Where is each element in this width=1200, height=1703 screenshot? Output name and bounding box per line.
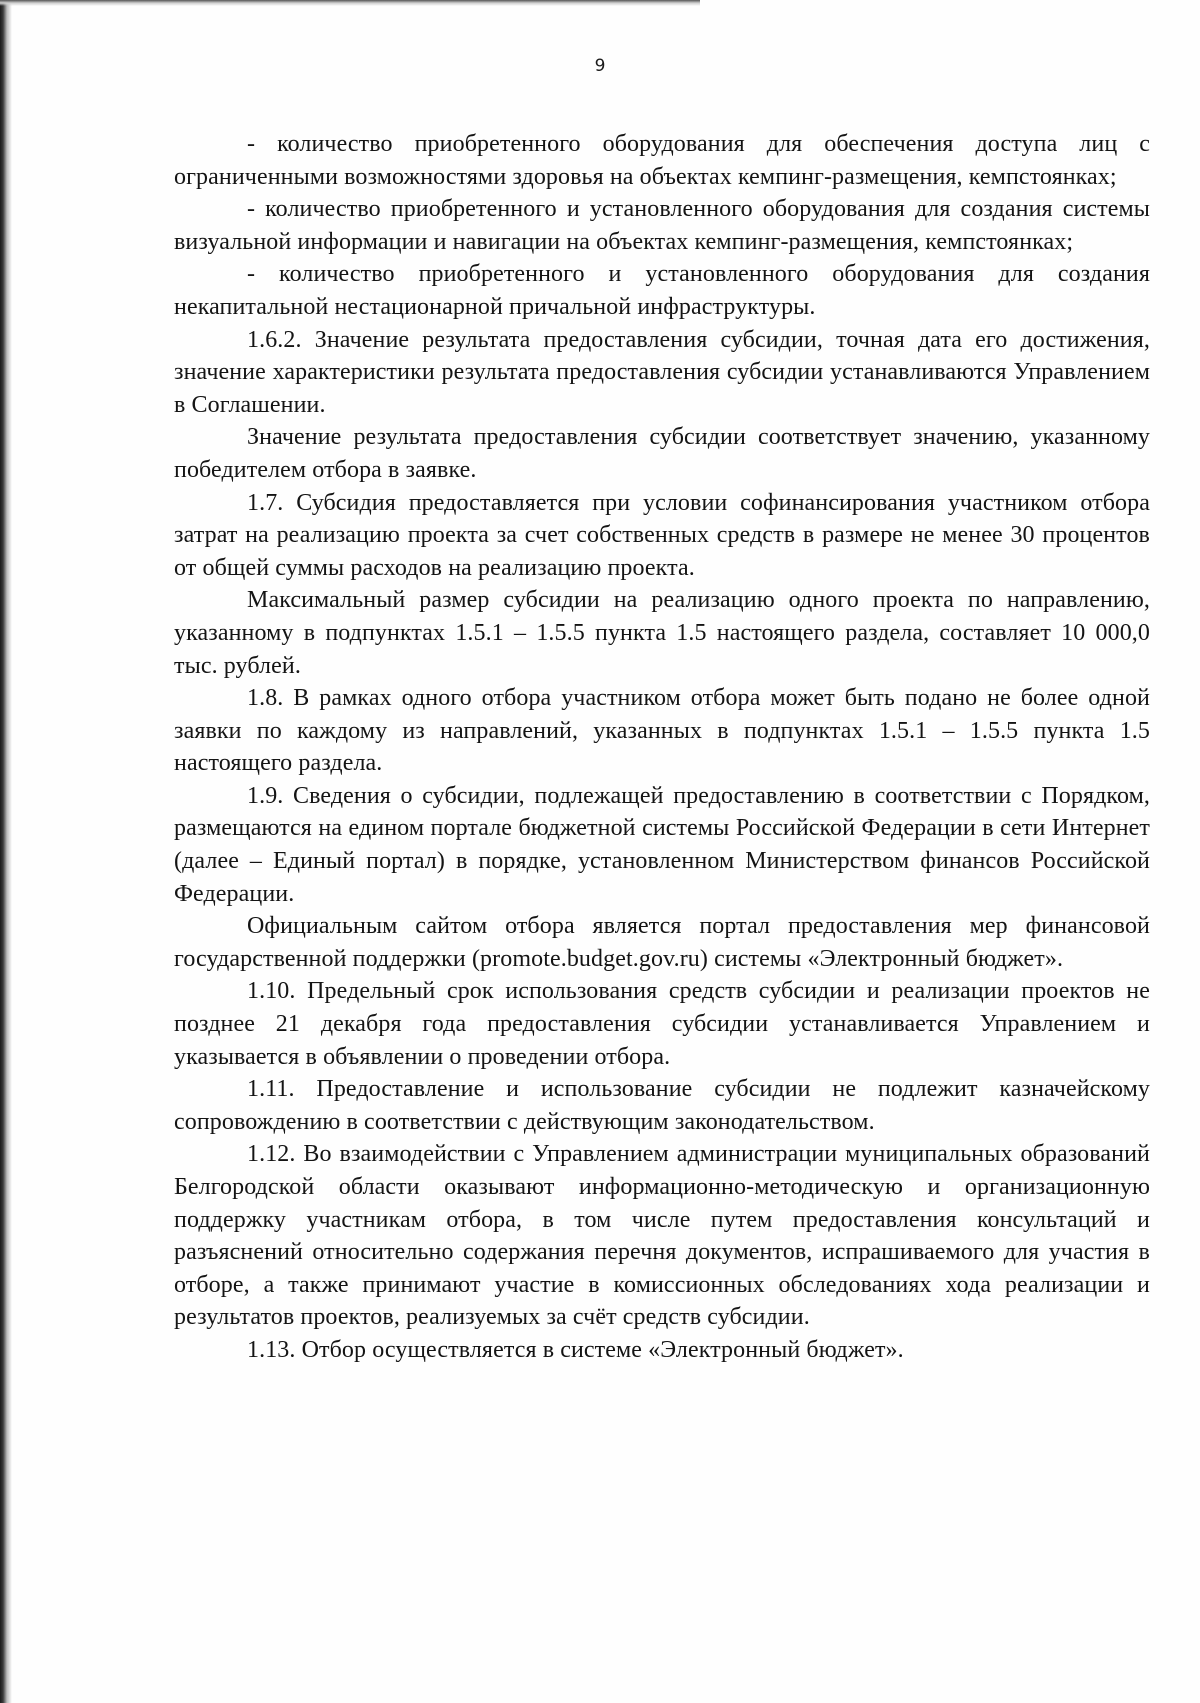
paragraph-bullet-mooring-infrastructure: - количество приобретенного и установленного оборудования для создания некапитальной нестационарной причальной инфраструктуры. xyxy=(174,261,1150,320)
paragraph-1-7: 1.7. Субсидия предоставляется при условии софинансирования участником отбора затрат на реализацию проекта за счет собственных средств в размере не менее 30 процентов от общей суммы расходов на реализацию проекта. xyxy=(174,489,1150,581)
paragraph-1-10: 1.10. Предельный срок использования средств субсидии и реализации проектов не позднее 21 декабря года предоставления субсидии устанавливается Управлением и указывается в объявлении о проведении отбора. xyxy=(174,978,1150,1070)
paragraph-1-6-2: 1.6.2. Значение результата предоставления субсидии, точная дата его достижения, значение характеристики результата предоставления субсидии устанавливаются Управлением в Соглашении. xyxy=(174,326,1150,418)
paragraph-1-12: 1.12. Во взаимодействии с Управлением администрации муниципальных образований Белгородской области оказывают информационно-методическую и организационную поддержку участникам отбора, в том числе путем предоставления консультаций и разъяснений относительно содержания перечня документов, испрашиваемого для участия в отборе, а также принимают участие в комиссионных обследованиях хода реализации и результатов проектов, реализуемых за счёт средств субсидии. xyxy=(174,1141,1150,1331)
paragraph-result-value: Значение результата предоставления субсидии соответствует значению, указанному победителем отбора в заявке. xyxy=(174,424,1150,483)
document-body xyxy=(174,128,1150,1367)
paragraph-official-site: Официальным сайтом отбора является портал предоставления мер финансовой государственной поддержки (promote.budget.gov.ru) системы «Электронный бюджет». xyxy=(174,913,1150,972)
paragraph-1-9: 1.9. Сведения о субсидии, подлежащей предоставлению в соответствии с Порядком, размещаются на едином портале бюджетной системы Российской Федерации в сети Интернет (далее – Единый портал) в порядке, установленном Министерством финансов Российской Федерации. xyxy=(174,782,1150,907)
paragraph-max-subsidy: Максимальный размер субсидии на реализацию одного проекта по направлению, указанному в подпунктах 1.5.1 – 1.5.5 пункта 1.5 настоящего раздела, составляет 10 000,0 тыс. рублей. xyxy=(174,587,1150,679)
scan-top-shadow xyxy=(0,0,700,6)
paragraph-1-11: 1.11. Предоставление и использование субсидии не подлежит казначейскому сопровождению в соответствии с действующим законодательством. xyxy=(174,1076,1150,1135)
paragraph-bullet-navigation-equipment: - количество приобретенного и установленного оборудования для создания системы визуальной информации и навигации на объектах кемпинг-размещения, кемпстоянках; xyxy=(174,196,1150,255)
paragraph-bullet-accessibility-equipment: - количество приобретенного оборудования для обеспечения доступа лиц с ограниченными возможностями здоровья на объектах кемпинг-размещения, кемпстоянках; xyxy=(174,131,1150,190)
paragraph-1-13: 1.13. Отбор осуществляется в системе «Электронный бюджет». xyxy=(247,1336,904,1363)
page-number: 9 xyxy=(594,56,606,76)
paragraph-1-8: 1.8. В рамках одного отбора участником отбора может быть подано не более одной заявки по каждому из направлений, указанных в подпунктах 1.5.1 – 1.5.5 пункта 1.5 настоящего раздела. xyxy=(174,685,1150,777)
scan-edge-shadow xyxy=(0,0,12,1703)
